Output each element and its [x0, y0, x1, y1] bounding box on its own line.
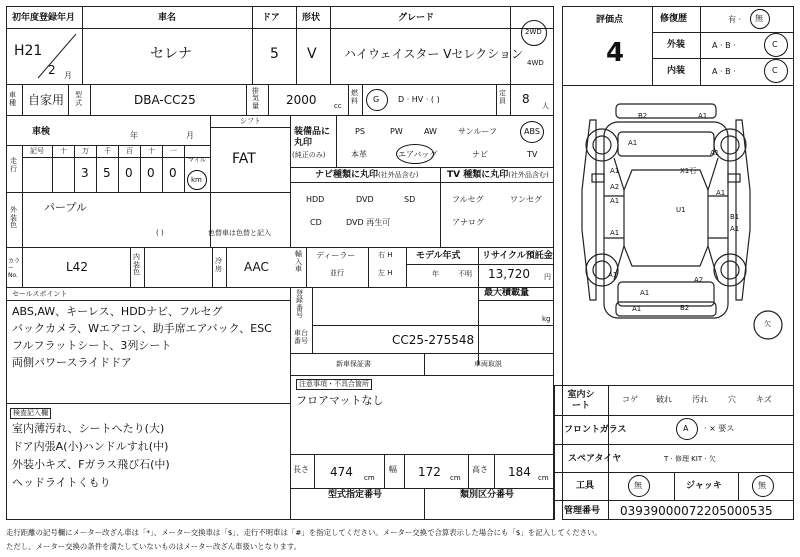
capacity-label: 定員 [499, 89, 506, 105]
jack-value: 無 [758, 481, 766, 490]
sales-label: セールスポイント [12, 290, 68, 298]
diag-mark-a1-a: A1 [628, 139, 638, 147]
model-label: 型式 [75, 91, 82, 107]
notes-text: フロアマットなし [296, 394, 384, 407]
length-cm: cm [364, 474, 375, 482]
diag-mark-b1: B1 [730, 213, 740, 221]
digit-place-label: 一 [170, 147, 177, 155]
mileage-digit: 0 [147, 166, 155, 180]
sheet-kizu: キズ [756, 395, 772, 404]
tv-analog: アナログ [452, 218, 484, 227]
length: 474 [330, 465, 353, 479]
grade: ハイウェイスター Vセレクション [344, 47, 523, 61]
navi-label: ナビ種類に丸印(社外品含む) [315, 170, 419, 180]
new-car-warranty: 新車保証書 [336, 360, 371, 368]
diag-mark-a1-k: A1 [632, 305, 642, 313]
width-cm: cm [450, 474, 461, 482]
equip-ps: PS [355, 127, 365, 136]
interior-color-label: 内装色 [133, 253, 140, 277]
front-glass-value: A [683, 424, 689, 433]
sheet-yogore: 汚れ [692, 395, 708, 404]
sheet-ana: 穴 [728, 395, 736, 404]
spare-tire-label: スペアタイヤ [568, 454, 622, 464]
equip-aw: AW [424, 127, 437, 136]
kg-unit: kg [542, 315, 551, 323]
interior-sheet-label: 室内シート [567, 390, 595, 411]
yen-unit: 円 [544, 273, 551, 281]
height-cm: cm [538, 474, 549, 482]
diag-note-xi: X1石 [680, 167, 697, 175]
tv-fullseg: フルセグ [452, 195, 484, 204]
shaken-label: 車検 [32, 127, 51, 137]
first-reg-year: H21 [14, 43, 43, 59]
manual: 車両取説 [474, 360, 502, 368]
doors: 5 [270, 46, 279, 62]
interior-label: 内装 [667, 66, 686, 76]
equip-abs: ABS [524, 127, 540, 136]
diag-mark-b2-bottom: B2 [680, 304, 690, 312]
sheet-yabure: 破れ [656, 395, 672, 404]
ketsu-mark: 欠 [764, 320, 771, 328]
capacity-unit: 人 [542, 102, 549, 110]
front-glass-options: · × 要ス [704, 424, 735, 433]
jack-label: ジャッキ [686, 481, 722, 491]
car-name: セレナ [150, 46, 192, 62]
exterior-options: A · B · [712, 41, 736, 50]
spare-tire-options: T · 修理 KIT · 欠 [664, 455, 716, 463]
ac: AAC [244, 260, 269, 274]
import-label: 輸入車 [295, 250, 302, 274]
navi-dvd-play: DVD 再生可 [346, 218, 391, 227]
color-note-paren: ( ) [156, 229, 164, 237]
management-value: 03939000072205000535 [620, 504, 773, 518]
model-year-unit: 年 [432, 270, 439, 278]
digit-place-label: 百 [126, 147, 133, 155]
shaken-year-unit: 年 [130, 131, 138, 140]
category: 自家用 [28, 93, 65, 107]
exterior-label: 外装 [667, 40, 686, 50]
diag-mark-b2-top: B2 [638, 112, 648, 120]
length-label: 長さ [293, 465, 309, 474]
reg-no-label: 登録番号 [296, 289, 303, 320]
color-value: パープル [44, 201, 88, 214]
mileage-hint: 記号 [30, 147, 44, 155]
drive-4wd: 4WD [527, 59, 544, 67]
diag-mark-u1: U1 [676, 206, 686, 214]
import-parallel: 並行 [330, 269, 344, 277]
diag-mark-a1-b: A1 [698, 112, 708, 120]
first-reg-month: 2 [48, 63, 56, 77]
score-value: 4 [606, 38, 625, 68]
max-load-label: 最大積載量 [484, 288, 530, 298]
diag-mark-a2-a: A2 [610, 183, 620, 191]
diag-mark-a1-h: A1 [610, 229, 620, 237]
mileage-digit: 5 [103, 166, 111, 180]
shape-label: 形状 [302, 13, 321, 23]
import-left-h: 左 H [378, 269, 393, 277]
front-glass-label: フロントガラス [564, 425, 627, 435]
digit-place-label: 十 [148, 147, 155, 155]
equip-sunroof: サンルーフ [458, 127, 497, 136]
sales-line-3: フルフラットシート、3列シート [12, 339, 172, 352]
sales-line-4: 両側パワースライドドア [12, 356, 132, 369]
interior-options: A · B · [712, 67, 736, 76]
import-dealer: ディーラー [316, 251, 356, 260]
height: 184 [508, 465, 531, 479]
repair-label: 修復歴 [660, 14, 688, 24]
exterior-value: C [772, 40, 778, 49]
equip-pw: PW [390, 127, 403, 136]
equipment-label: 装備品に丸印 [294, 127, 331, 148]
diag-mark-a2-b: A2 [694, 276, 704, 284]
class-designation-label: 類別区分番号 [460, 490, 515, 500]
color-no: L42 [66, 260, 88, 274]
management-label: 管理番号 [564, 506, 601, 516]
height-label: 高さ [472, 465, 488, 474]
tools-label: 工具 [576, 481, 595, 491]
drive-2wd: 2WD [525, 28, 542, 36]
car-name-label: 車名 [158, 13, 177, 23]
notes-label: 注意事項・不具合箇所 [296, 379, 372, 390]
width-label: 幅 [389, 465, 397, 474]
sheet-koge: コゲ [622, 395, 638, 404]
door-label: ドア [262, 13, 280, 23]
interior-value: C [772, 66, 778, 75]
footer-line-2: ただし、メーター交換の条件を満たしていないものはメーター改ざん車扱いとなります。 [6, 542, 302, 551]
mileage-label: 走行 [10, 157, 17, 173]
inspector-line-2: ドア内張A(小)ハンドルすれ(中) [12, 440, 169, 453]
navi-dvd: DVD [356, 195, 374, 204]
recycle-label: リサイクル預託金 [482, 251, 553, 261]
displacement: 2000 [286, 93, 317, 107]
chassis-label: 車台番号 [294, 329, 308, 345]
type-designation-label: 型式指定番号 [328, 490, 383, 500]
diag-mark-a1-e: A1 [710, 149, 720, 157]
model-year-unknown: 不明 [458, 270, 472, 278]
tv-label: TV 種類に丸印(社外品含む) [447, 170, 549, 180]
equipment-label-sub: (純正のみ) [292, 151, 326, 159]
inspector-label: 検査記入欄 [10, 408, 51, 419]
equip-leather: 本革 [351, 150, 367, 159]
repair-options: 有 · [728, 15, 742, 24]
mileage-digit: 3 [81, 166, 89, 180]
fuel-g: G [373, 95, 380, 104]
equip-tv: TV [527, 150, 538, 159]
month-unit: 月 [64, 71, 72, 80]
footer-line-1: 走行距離の記号欄にメーター改ざん車は「*」、メーター交換車は「$」、走行不明車は「#」を指定してください。メーター交換で合算表示した場合にも「$」を記入してください。 [6, 528, 602, 537]
mileage-digit: 0 [169, 166, 177, 180]
diag-mark-a1-c: A1 [610, 167, 620, 175]
cc-unit: cc [334, 102, 342, 110]
diag-mark-a1-f: A1 [716, 189, 726, 197]
shape: V [307, 46, 317, 62]
equip-airbag: エアバッグ [398, 150, 438, 159]
ac-label: 冷房 [215, 257, 222, 273]
chassis: CC25-275548 [392, 333, 475, 347]
mileage-unit-mile: マイル [188, 157, 206, 164]
inspector-line-3: 外装小キズ、Fガラス飛び石(中) [12, 458, 170, 471]
diag-mark-a1-j: A1 [640, 289, 650, 297]
color-no-label: カラーNo. [8, 258, 21, 280]
model: DBA-CC25 [134, 93, 196, 107]
capacity: 8 [522, 92, 530, 106]
digit-place-label: 千 [104, 147, 111, 155]
diag-mark-a1-g: A1 [730, 225, 740, 233]
digit-place-label: 万 [82, 147, 89, 155]
fuel-label: 燃料 [351, 89, 358, 105]
sales-line-1: ABS,AW、キーレス、HDDナビ、フルセグ [12, 305, 223, 318]
shaken-month-unit: 月 [186, 131, 194, 140]
displacement-label: 排気量 [252, 87, 259, 110]
shift-label: シフト [240, 117, 261, 125]
tv-oneseg: ワンセグ [510, 195, 542, 204]
mileage-unit-km: km [191, 176, 202, 184]
inspector-line-4: ヘッドライトくもり [12, 476, 111, 489]
color-label: 外装色 [10, 206, 17, 230]
navi-hdd: HDD [306, 195, 325, 204]
shift: FAT [232, 151, 256, 167]
digit-place-label: 十 [60, 147, 67, 155]
fuel-options: D · HV · ( ) [398, 95, 440, 104]
score-label: 評価点 [596, 15, 624, 25]
equip-navi: ナビ [472, 150, 488, 159]
mileage-digit: 0 [125, 166, 133, 180]
sales-line-2: バックカメラ、Wエアコン、助手席エアバック、ESC [12, 322, 272, 335]
model-year-label: モデル年式 [416, 251, 461, 261]
first-reg-label: 初年度登録年月 [12, 13, 76, 23]
inspector-line-1: 室内薄汚れ、シートへたり(大) [12, 422, 165, 435]
color-note: 色替車は色替と記入 [208, 229, 271, 237]
navi-cd: CD [310, 218, 322, 227]
width: 172 [418, 465, 441, 479]
repair-value: 無 [755, 14, 763, 23]
diag-mark-a1-i: A1 [608, 271, 618, 279]
category-label: 車種 [9, 91, 16, 107]
grade-label: グレード [398, 13, 435, 23]
import-right-h: 右 H [378, 251, 393, 259]
tools-value: 無 [634, 481, 642, 490]
recycle: 13,720 [488, 267, 530, 281]
diag-mark-a1-d: A1 [610, 197, 620, 205]
navi-sd: SD [404, 195, 416, 204]
